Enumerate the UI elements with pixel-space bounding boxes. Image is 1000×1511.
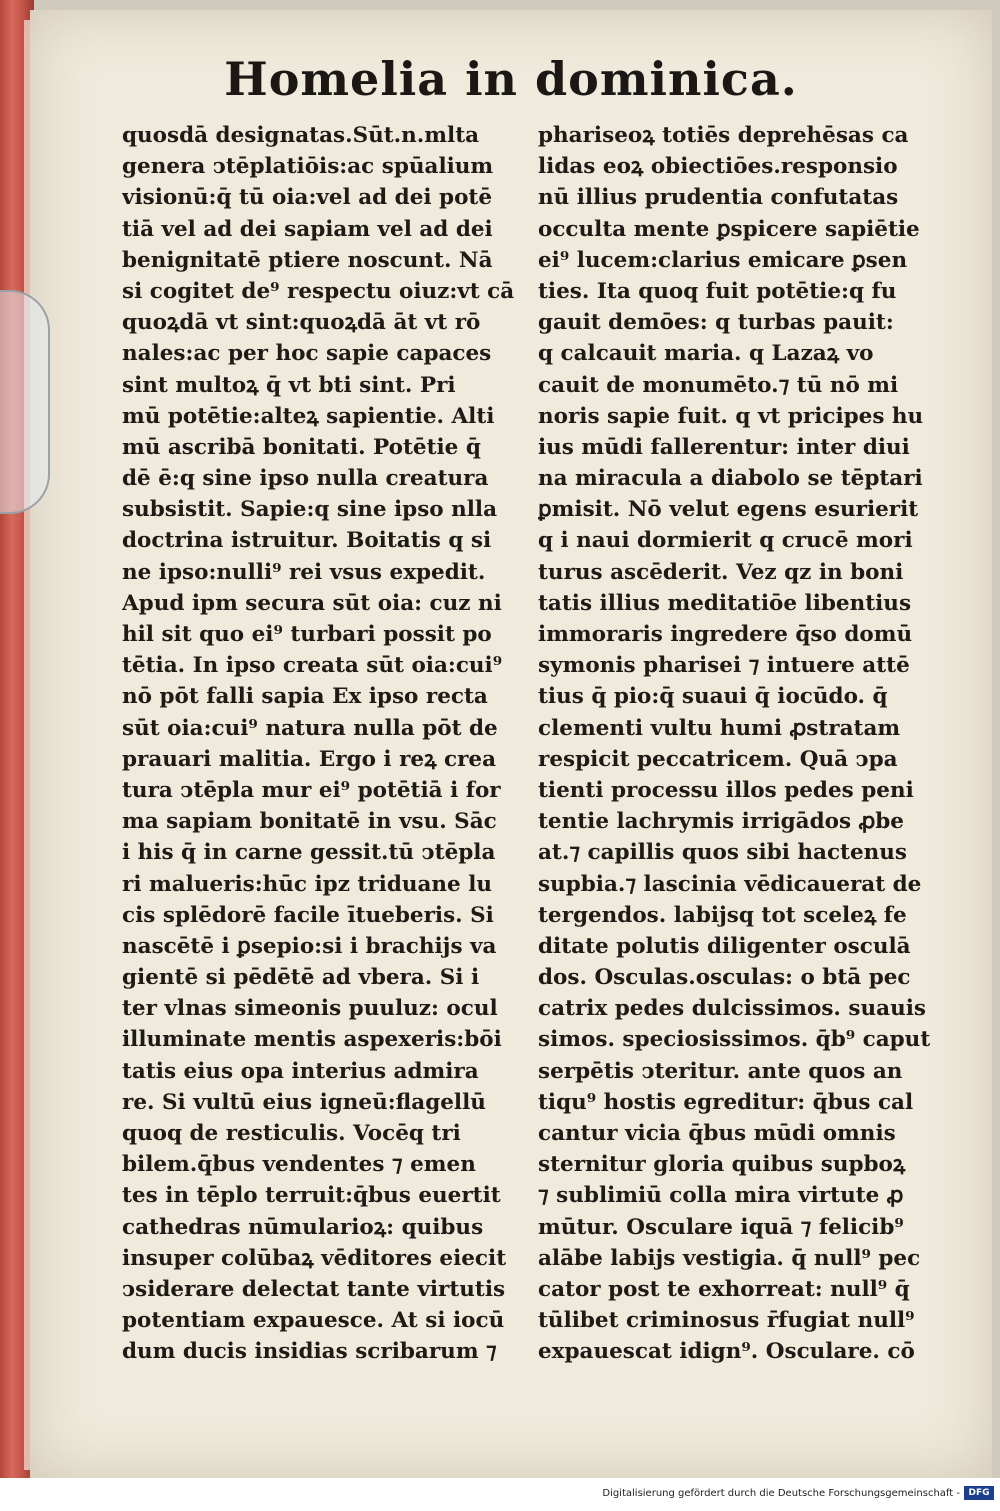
- text-line: ↄsiderare delectat tante virtutis: [122, 1276, 506, 1302]
- page-heading: Homelia in dominica.: [224, 52, 798, 106]
- text-line: illuminate mentis aspexeris:bōi: [122, 1027, 502, 1053]
- text-line: ri malueris:hūc ipz triduane lu: [122, 871, 493, 897]
- text-line: i his q̄ in carne gessit.tū ↄtēpla: [122, 840, 496, 866]
- text-line: ma sapiam bonitatē in vsu. Sāc: [122, 809, 497, 835]
- text-line: gientē si pēdētē ad vbera. Si i: [122, 965, 480, 991]
- text-line: dos. Osculas.osculas: o btā pec: [538, 965, 911, 991]
- text-line: immoraris ingredere q̄so domū: [538, 622, 913, 647]
- text-line: tētia. In ipso creata sūt oia:cui⁹: [122, 653, 503, 679]
- text-line: noris sapie fuit. q vt pricipes hu: [538, 403, 924, 429]
- footer-credit: Digitalisierung gefördert durch die Deutsche Forschungsgemeinschaft -: [602, 1488, 960, 1499]
- text-line: phariseoꝝ totiēs deprehēsas ca: [538, 123, 909, 148]
- text-line: tergendos. labijsq tot sceleꝝ fe: [538, 902, 907, 928]
- text-line: nō pōt falli sapia Ex ipso recta: [122, 684, 488, 710]
- text-line: ter vlnas simeonis puuluz: ocul: [122, 996, 498, 1022]
- text-line: tatis eius opa interius admira: [122, 1058, 479, 1084]
- text-line: cantur vicia q̄bus mūdi omnis: [538, 1121, 896, 1146]
- text-line: doctrina istruitur. Boitatis q si: [122, 528, 492, 554]
- page-tab-marker: [0, 290, 50, 514]
- text-line: tatis illius meditatiōe libentius: [538, 590, 912, 616]
- text-line: na miracula a diabolo se tēptari: [538, 466, 923, 492]
- text-line: tes in tēplo terruit:q̄bus euertit: [122, 1183, 501, 1209]
- footer-bar: [0, 1478, 1000, 1511]
- text-line: sternitur gloria quibus supboꝝ: [538, 1152, 906, 1178]
- book-page: [30, 10, 992, 1478]
- text-line: si cogitet de⁹ respectu oiuz:vt cā: [122, 278, 515, 304]
- text-line: ei⁹ lucem:clarius emicare ꝑsen: [538, 247, 908, 273]
- text-line: bilem.q̄bus vendentes ⁊ emen: [122, 1152, 476, 1178]
- text-line: ties. Ita quoq fuit potētie:q fu: [538, 278, 897, 304]
- text-line: nū illius prudentia confutatas: [538, 185, 899, 211]
- left-text-column: [122, 120, 532, 1368]
- text-line: respicit peccatricem. Quā ↄpa: [538, 746, 898, 772]
- text-line: expauescat idign⁹. Osculare. cō: [538, 1339, 915, 1365]
- text-line: quoq de resticulis. Vocēq tri: [122, 1121, 461, 1146]
- text-line: potentiam expauesce. At si iocū: [122, 1308, 505, 1334]
- text-line: hil sit quo ei⁹ turbari possit po: [122, 622, 492, 647]
- text-line: tūlibet criminosus r̄fugiat null⁹: [538, 1308, 915, 1334]
- text-line: ꝑmisit. Nō velut egens esurierit: [538, 497, 919, 523]
- text-line: visionū:q̄ tū oia:vel ad dei potē: [122, 185, 493, 211]
- text-line: clementi vultu humi ꝓstratam: [538, 715, 901, 741]
- text-line: simos. speciosissimos. q̄b⁹ caput: [538, 1027, 931, 1053]
- text-line: occulta mente ꝑspicere sapiētie: [538, 216, 920, 242]
- text-line: nales:ac per hoc sapie capaces: [122, 341, 492, 367]
- right-text-column: [538, 120, 958, 1368]
- text-line: re. Si vultū eius igneū:flagellū: [122, 1089, 486, 1115]
- text-line: tentie lachrymis irrigādos ꝓbe: [538, 809, 904, 835]
- text-line: cathedras nūmularioꝝ: quibus: [122, 1214, 484, 1240]
- text-line: cator post te exhorreat: null⁹ q̄: [538, 1276, 910, 1302]
- text-line: cauit de monumēto.⁊ tū nō mi: [538, 372, 899, 398]
- text-line: nascētē i ꝑsepio:si i brachijs va: [122, 933, 497, 959]
- text-line: lidas eoꝝ obiectiōes.responsio: [538, 154, 898, 180]
- text-line: ne ipso:nulli⁹ rei vsus expedit.: [122, 559, 486, 585]
- text-line: gauit demōes: q turbas pauit:: [538, 310, 894, 336]
- text-line: alābe labijs vestigia. q̄ null⁹ pec: [538, 1245, 921, 1271]
- text-line: turus ascēderit. Vez qz in boni: [538, 559, 904, 585]
- text-line: ius mūdi fallerentur: inter diui: [538, 434, 910, 460]
- text-line: q calcauit maria. q Lazaꝝ vo: [538, 341, 874, 367]
- text-line: benignitatē ptiere noscunt. Nā: [122, 247, 493, 273]
- text-line: ditate polutis diligenter osculā: [538, 933, 911, 959]
- text-line: mū potētie:alteꝝ sapientie. Alti: [122, 403, 495, 429]
- text-line: at.⁊ capillis quos sibi hactenus: [538, 840, 908, 866]
- text-line: mūtur. Osculare iquā ⁊ felicib⁹: [538, 1214, 904, 1240]
- text-line: catrix pedes dulcissimos. suauis: [538, 996, 926, 1022]
- text-line: quoꝝdā vt sint:quoꝝdā āt vt rō: [122, 310, 481, 336]
- text-line: sint multoꝝ q̄ vt bti sint. Pri: [122, 372, 456, 398]
- dfg-logo: DFG: [964, 1486, 994, 1500]
- text-line: insuper colūbaꝝ vēditores eiecit: [122, 1245, 507, 1271]
- text-line: tienti processu illos pedes peni: [538, 777, 914, 803]
- text-line: tura ↄtēpla mur ei⁹ potētiā i for: [122, 777, 501, 803]
- text-line: dum ducis insidias scribarum ⁊: [122, 1339, 497, 1365]
- text-line: ⁊ sublimiū colla mira virtute ꝓ: [538, 1183, 904, 1209]
- text-line: genera ↄtēplatiōis:ac spūalium: [122, 154, 494, 180]
- text-line: mū ascribā bonitati. Potētie q̄: [122, 434, 481, 460]
- text-line: Apud ipm secura sūt oia: cuz ni: [122, 590, 502, 616]
- text-line: subsistit. Sapie:q sine ipso nlla: [122, 497, 498, 523]
- text-line: symonis pharisei ⁊ intuere attē: [538, 653, 910, 679]
- text-line: tiā vel ad dei sapiam vel ad dei: [122, 216, 493, 242]
- text-line: dē ē:q sine ipso nulla creatura: [122, 466, 489, 492]
- text-line: sūt oia:cui⁹ natura nulla pōt de: [122, 715, 498, 741]
- text-line: supbia.⁊ lascinia vēdicauerat de: [538, 871, 922, 897]
- text-line: tius q̄ pio:q̄ suaui q̄ iocūdo. q̄: [538, 684, 888, 710]
- text-line: tiqu⁹ hostis egreditur: q̄bus cal: [538, 1089, 914, 1115]
- text-line: prauari malitia. Ergo i reꝝ crea: [122, 746, 497, 772]
- text-line: cis splēdorē facile ītueberis. Si: [122, 902, 494, 928]
- text-line: quosdā designatas.Sūt.n.mlta: [122, 123, 480, 148]
- text-line: serpētis ↄteritur. ante quos an: [538, 1058, 903, 1084]
- text-line: q i naui dormierit q crucē mori: [538, 528, 913, 554]
